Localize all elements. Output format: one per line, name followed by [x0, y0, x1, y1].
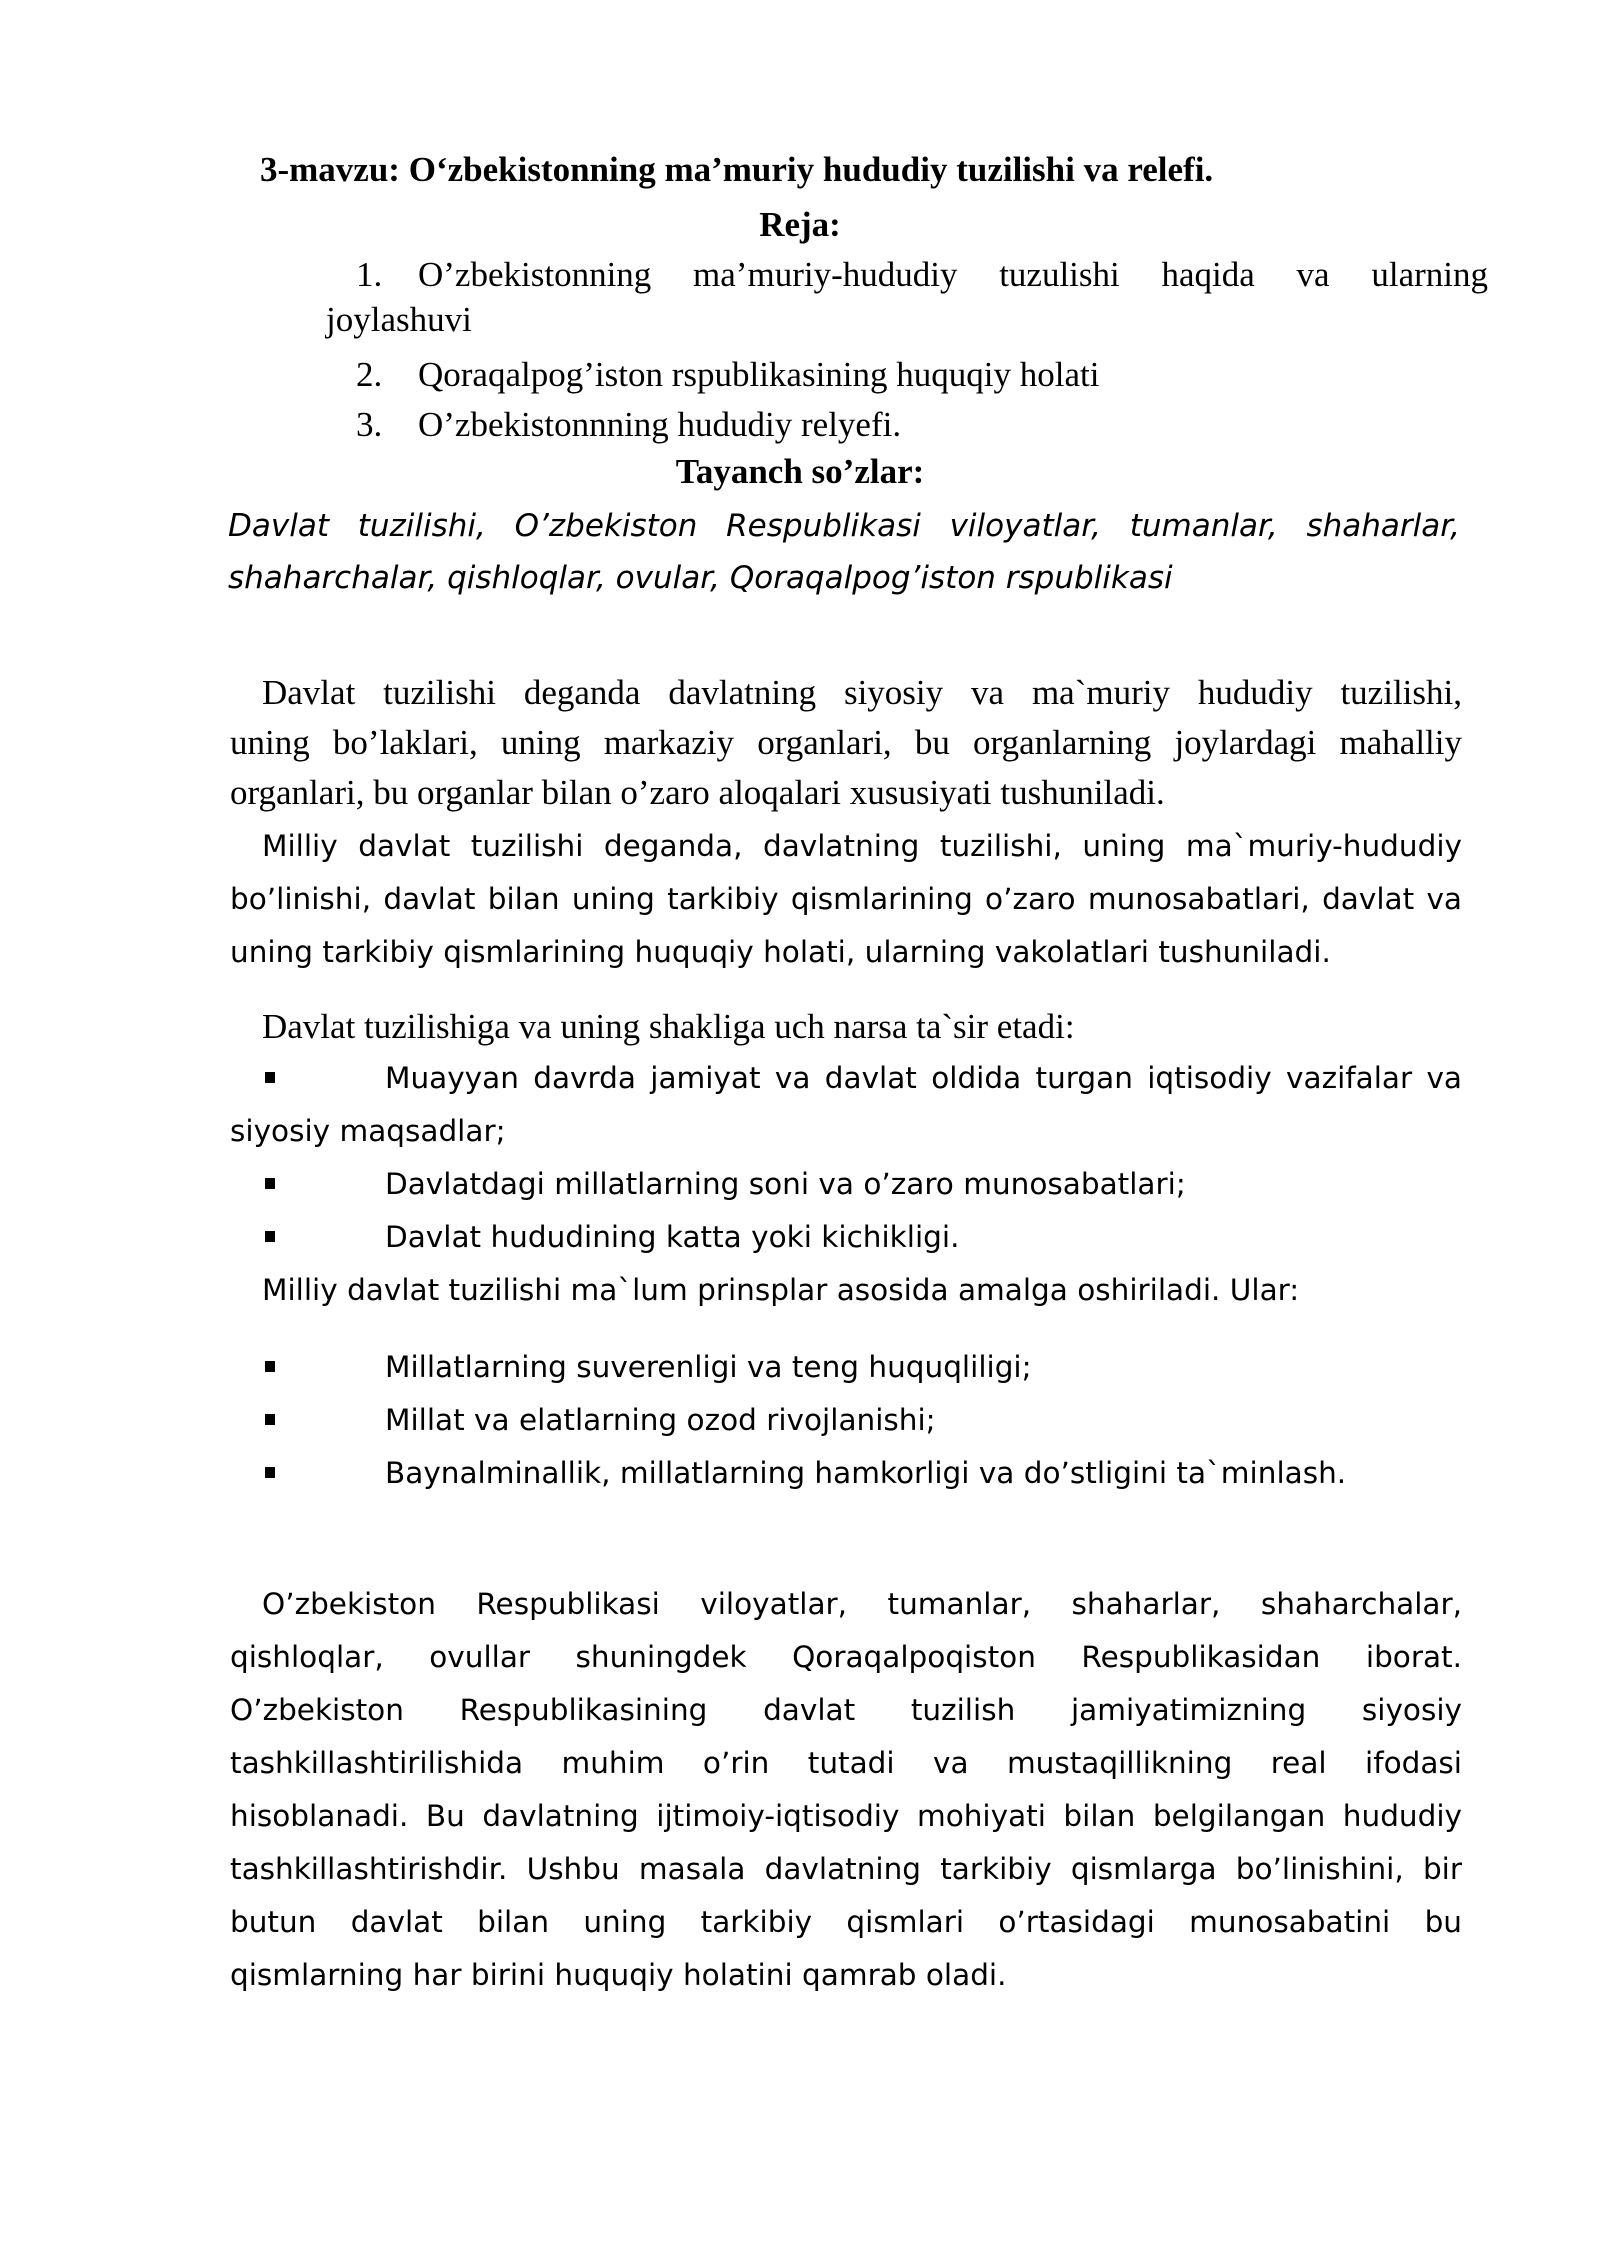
- keywords-heading: Tayanch so’zlar:: [675, 452, 925, 491]
- keywords-text: [228, 500, 1460, 604]
- plan-item-text: O’zbekistonning ma’muriy-hududiy tuzulishi haqida va ularning: [418, 255, 1488, 294]
- paragraph-1: [230, 668, 1462, 818]
- bullet-text: Baynalminallik, millatlarning hamkorligi va do’stligini ta`minlash.: [385, 1456, 1347, 1490]
- text-line: O’zbekiston Respublikasi viloyatlar, tumanlar, shaharlar, shaharchalar,: [262, 1587, 1462, 1621]
- bullet-item: [230, 1447, 1462, 1500]
- bullet-continuation: [230, 1105, 1462, 1158]
- text-line: qismlarning har birini huquqiy holatini qamrab oladi.: [230, 1958, 1007, 1992]
- keywords-line: shaharchalar, qishloqlar, ovular, Qoraqalpog’iston rspublikasi: [228, 560, 1173, 596]
- paragraph-3: [230, 1002, 1462, 1052]
- plan-item: [326, 400, 1488, 450]
- text-line: uning bo’laklari, uning markaziy organlari, bu organlarning joylardagi mahalliy: [230, 723, 1462, 762]
- topic-title: 3-mavzu: O‘zbekistonning ma’muriy hududiy tuzilishi va relefi.: [260, 150, 1214, 189]
- bullet-item: [230, 1052, 1462, 1105]
- plan-item-number: 2.: [356, 355, 383, 394]
- bullet-item: [230, 1341, 1462, 1394]
- bullet-item: [230, 1158, 1462, 1211]
- plan-list: [326, 250, 1488, 300]
- bullet-text: Millat va elatlarning ozod rivojlanishi;: [385, 1403, 936, 1437]
- square-bullet-icon: [265, 1231, 275, 1242]
- square-bullet-icon: [265, 1414, 275, 1425]
- text-line: Davlat tuzilishi deganda davlatning siyosiy va ma`muriy hududiy tuzilishi,: [262, 673, 1462, 712]
- paragraph-2: [230, 820, 1462, 979]
- bullet-item: [230, 1211, 1462, 1264]
- paragraph-4: [230, 1264, 1462, 1317]
- bullet-text: Davlat hududining katta yoki kichikligi.: [385, 1220, 960, 1254]
- plan-item: [326, 350, 1488, 400]
- text-line: Davlat tuzilishiga va uning shakliga uch narsa ta`sir etadi:: [262, 1007, 1075, 1046]
- bullet-item: [230, 1394, 1462, 1447]
- bullet-text: Davlatdagi millatlarning soni va o’zaro munosabatlari;: [385, 1167, 1186, 1201]
- plan-list-rest: [326, 350, 1488, 450]
- plan-item: [326, 250, 1488, 300]
- plan-item-number: 1.: [356, 255, 383, 294]
- text-line: organlari, bu organlar bilan o’zaro aloqalari xususiyati tushuniladi.: [230, 773, 1165, 812]
- text-line: butun davlat bilan uning tarkibiy qismlari o’rtasidagi munosabatini bu: [230, 1905, 1462, 1939]
- bullet-text-continuation: siyosiy maqsadlar;: [230, 1114, 506, 1148]
- plan-item-text: Qoraqalpog’iston rspublikasining huquqiy holati: [418, 355, 1100, 394]
- text-line: O’zbekiston Respublikasining davlat tuzilish jamiyatimizning siyosiy: [230, 1693, 1462, 1727]
- text-line: qishloqlar, ovullar shuningdek Qoraqalpoqiston Respublikasidan iborat.: [230, 1640, 1462, 1674]
- plan-heading: Reja:: [759, 205, 841, 244]
- text-line: tashkillashtirilishida muhim o’rin tutadi va mustaqillikning real ifodasi: [230, 1746, 1462, 1780]
- keywords-line: Davlat tuzilishi, O’zbekiston Respublikasi viloyatlar, tumanlar, shaharlar,: [228, 508, 1460, 544]
- plan-item-text: O’zbekistonnning hududiy relyefi.: [418, 405, 902, 444]
- text-line: bo’linishi, davlat bilan uning tarkibiy qismlarining o’zaro munosabatlari, davlat va: [230, 882, 1462, 916]
- bullet-text: Millatlarning suverenligi va teng huquqliligi;: [385, 1350, 1032, 1384]
- text-line: tashkillashtirishdir. Ushbu masala davlatning tarkibiy qismlarga bo’linishini, bir: [230, 1852, 1462, 1886]
- plan-item-number: 3.: [356, 405, 383, 444]
- text-line: uning tarkibiy qismlarining huquqiy holati, ularning vakolatlari tushuniladi.: [230, 935, 1331, 969]
- text-line: hisoblanadi. Bu davlatning ijtimoiy-iqtisodiy mohiyati bilan belgilangan hududiy: [230, 1799, 1462, 1833]
- plan-item-continuation: joylashuvi: [326, 300, 472, 339]
- text-line: Milliy davlat tuzilishi deganda, davlatning tuzilishi, uning ma`muriy-hududiy: [262, 829, 1462, 863]
- square-bullet-icon: [265, 1072, 275, 1083]
- square-bullet-icon: [265, 1467, 275, 1478]
- square-bullet-icon: [265, 1178, 275, 1189]
- paragraph-5: [230, 1578, 1462, 2002]
- bullet-text: Muayyan davrda jamiyat va davlat oldida turgan iqtisodiy vazifalar va: [385, 1061, 1462, 1095]
- text-line: Milliy davlat tuzilishi ma`lum prinsplar asosida amalga oshiriladi. Ular:: [262, 1273, 1300, 1307]
- square-bullet-icon: [265, 1361, 275, 1372]
